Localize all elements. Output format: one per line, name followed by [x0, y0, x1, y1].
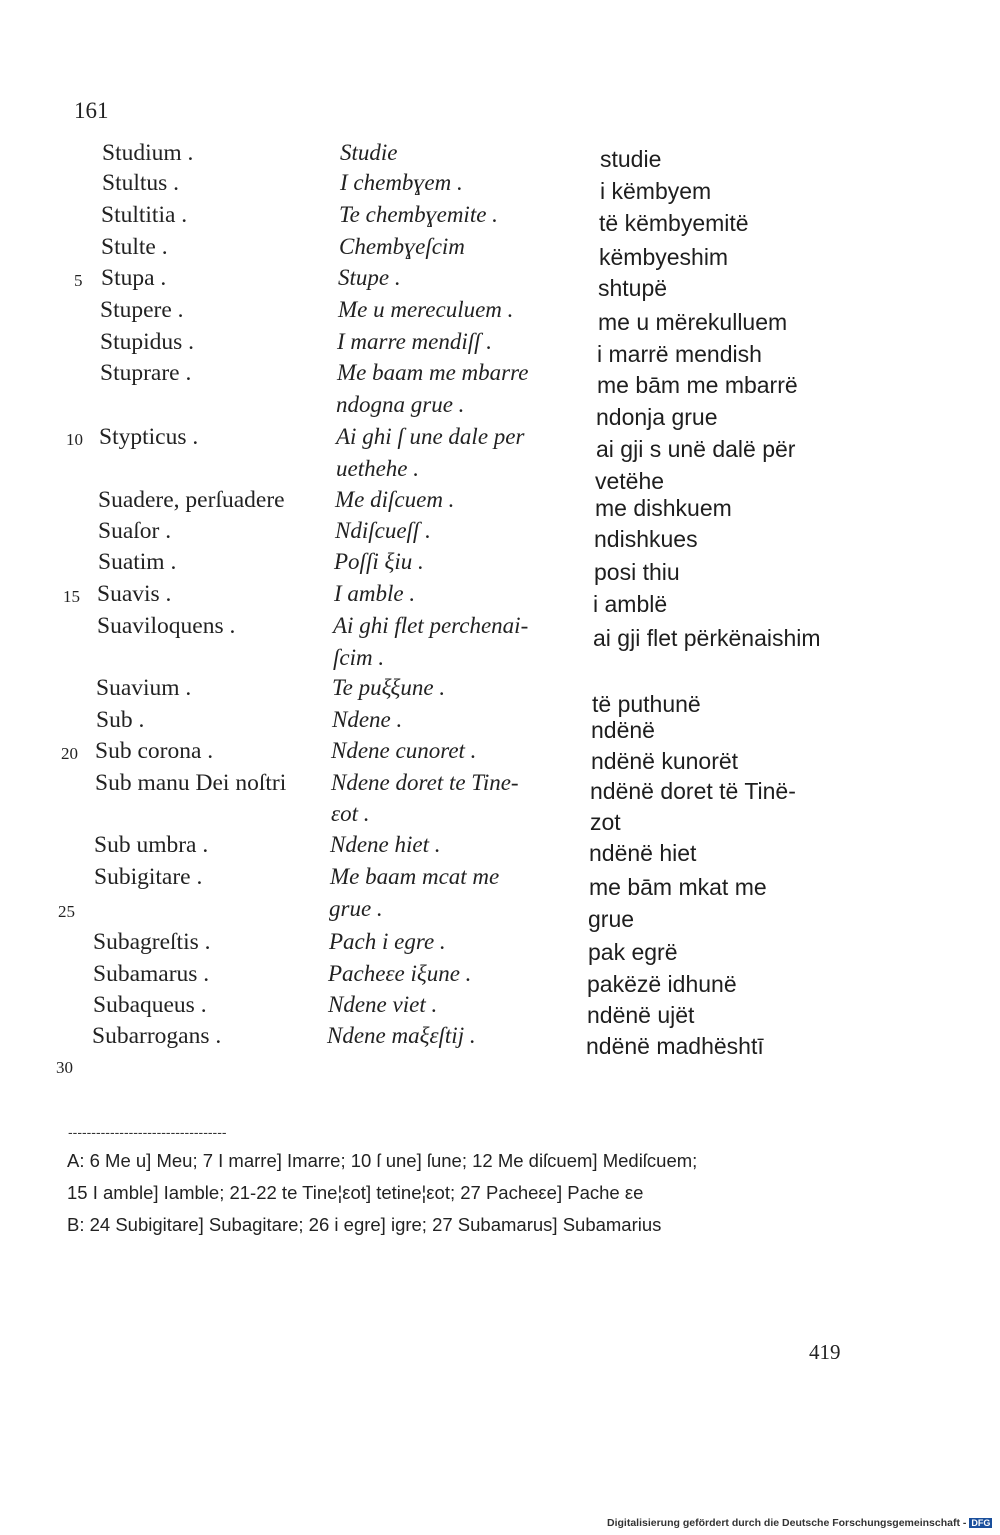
latin-headword: Stultus . — [102, 170, 180, 196]
entry-row — [0, 1052, 1000, 1084]
italic-translation: Ndene hiet . — [330, 832, 441, 857]
albanian-transcription: pak egrë — [588, 939, 678, 965]
albanian-transcription: ndënë kunorët — [591, 748, 739, 774]
latin-headword: Studium . — [102, 140, 194, 166]
latin-headword: Sub umbra . — [94, 832, 209, 858]
dfg-notice — [607, 1517, 992, 1529]
italic-translation: Ndiſcueſſ . — [335, 518, 431, 543]
latin-headword: Suavium . — [96, 675, 192, 701]
albanian-transcription: ai gji flet përkënaishim — [593, 625, 821, 651]
entry-row — [0, 832, 1000, 864]
albanian-transcription: me u mërekulluem — [598, 309, 788, 335]
entry-row — [0, 297, 1000, 335]
dfg-logo: DFG — [971, 1518, 991, 1529]
latin-headword: Stupa . — [101, 265, 167, 291]
folio-number: 419 — [809, 1340, 841, 1364]
footnote-a-line-2: 15 I amble] Iamble; 21-22 te Tine¦εot] tetine¦εot; 27 Pacheεe] Pache εe — [67, 1182, 644, 1203]
line-number: 15 — [63, 587, 80, 606]
entry-row — [0, 265, 1000, 301]
entry-row — [0, 707, 1000, 743]
latin-headword: Sub . — [96, 707, 145, 733]
footnote-separator: ---------------------------------- — [68, 1124, 227, 1140]
italic-translation: Ndene doret te Tine- — [331, 770, 519, 795]
albanian-transcription: me bām mkat me — [589, 874, 767, 900]
latin-headword: Suadere, perſuadere — [98, 487, 285, 513]
italic-translation: Me u mereculuem . — [338, 297, 514, 322]
entry-row — [0, 202, 1000, 234]
latin-headword: Subaqueus . — [93, 992, 207, 1018]
italic-translation: I chembɣem . — [340, 170, 463, 195]
latin-headword: Stypticus . — [99, 424, 199, 450]
latin-headword: Suaviloquens . — [97, 613, 236, 639]
latin-headword: Stupere . — [100, 297, 184, 323]
albanian-transcription: të puthunë — [592, 691, 701, 717]
latin-headword: Subigitare . — [94, 864, 203, 890]
italic-translation: Ai ghi ſ une dale per — [336, 424, 525, 449]
albanian-transcription: i marrë mendish — [597, 341, 762, 367]
italic-translation: ſcim . — [333, 645, 385, 670]
entry-row — [0, 329, 1000, 367]
albanian-transcription: me dishkuem — [595, 495, 732, 521]
albanian-transcription: grue — [588, 906, 635, 932]
line-number: 20 — [61, 744, 78, 763]
latin-headword: Subamarus . — [93, 961, 210, 987]
entry-row — [0, 360, 1000, 398]
entry-row — [0, 487, 1000, 519]
entry-row — [0, 392, 1000, 430]
line-number: 10 — [66, 430, 83, 449]
italic-translation: Pach i egre . — [329, 929, 446, 954]
latin-headword: Sub corona . — [95, 738, 214, 764]
albanian-transcription: zot — [590, 809, 621, 835]
italic-translation: Stupe . — [338, 265, 401, 290]
latin-headword: Stultitia . — [101, 202, 188, 228]
entry-row — [0, 961, 1000, 997]
albanian-transcription: me bām me mbarrë — [597, 372, 798, 398]
entry-row — [0, 456, 1000, 494]
albanian-transcription: shtupë — [598, 275, 668, 301]
albanian-transcription: ndënë — [591, 717, 655, 743]
entry-row — [0, 770, 1000, 802]
italic-translation: Te chembɣemite . — [339, 202, 498, 227]
albanian-transcription: pakëzë idhunë — [587, 971, 737, 997]
entry-row — [0, 170, 1000, 202]
italic-translation: εot . — [331, 801, 370, 826]
italic-translation: Ndene viet . — [328, 992, 438, 1017]
italic-translation: I marre mendiſſ . — [337, 329, 493, 354]
entry-row — [0, 613, 1000, 651]
italic-translation: uethehe . — [336, 456, 420, 481]
albanian-transcription: studie — [600, 146, 662, 172]
italic-translation: Pacheεe iξune . — [328, 961, 472, 986]
latin-headword: Stupidus . — [100, 329, 195, 355]
latin-headword: Subagreſtis . — [93, 929, 211, 955]
italic-translation: ndogna grue . — [336, 392, 465, 417]
albanian-transcription: i këmbyem — [600, 178, 712, 204]
entry-row — [0, 1023, 1000, 1059]
entry-row — [0, 992, 1000, 1028]
latin-headword: Suaſor . — [98, 518, 172, 544]
entry-row — [0, 424, 1000, 462]
entry-row — [0, 929, 1000, 965]
entry-row — [0, 738, 1000, 774]
entry-row — [0, 234, 1000, 270]
albanian-transcription: ndënë doret të Tinë- — [590, 778, 796, 804]
entry-row — [0, 896, 1000, 932]
latin-headword: Stulte . — [101, 234, 168, 260]
italic-translation: Me diſcuem . — [335, 487, 455, 512]
line-number: 30 — [56, 1058, 73, 1077]
albanian-transcription: të këmbyemitë — [599, 210, 749, 236]
latin-headword: Sub manu Dei noſtri — [95, 770, 287, 796]
albanian-transcription: ndënë hiet — [589, 840, 697, 866]
page-number: 161 — [74, 98, 109, 123]
albanian-transcription: posi thiu — [594, 559, 680, 585]
italic-translation: Ai ghi flet perchenai- — [333, 613, 529, 638]
latin-headword: Suavis . — [97, 581, 172, 607]
italic-translation: Me baam mcat me — [330, 864, 500, 889]
latin-headword: Suatim . — [98, 549, 177, 575]
dfg-notice-text: Digitalisierung gefördert durch die Deutsche Forschungsgemeinschaft - — [607, 1517, 967, 1529]
footnote-b: B: 24 Subigitare] Subagitare; 26 i egre] igre; 27 Subamarus] Subamarius — [67, 1214, 662, 1235]
footnote-a-line-1: A: 6 Me u] Meu; 7 I marre] Imarre; 10 ſ une] ſune; 12 Me diſcuem] Mediſcuem; — [67, 1150, 698, 1171]
italic-translation: Te puξξune . — [332, 675, 446, 700]
entry-row — [0, 864, 1000, 900]
latin-headword: Stuprare . — [100, 360, 192, 386]
entry-row — [0, 549, 1000, 585]
albanian-transcription: vetëhe — [595, 468, 665, 494]
italic-translation: Me baam me mbarre — [337, 360, 529, 385]
entry-row — [0, 518, 1000, 550]
italic-translation: Ndene maξεſtij . — [327, 1023, 476, 1048]
albanian-transcription: ndënë ujët — [587, 1002, 695, 1028]
italic-translation: grue . — [329, 896, 383, 921]
italic-translation: I amble . — [334, 581, 416, 606]
entry-row — [0, 675, 1000, 717]
albanian-transcription: këmbyeshim — [599, 244, 729, 270]
italic-translation: Ndene cunoret . — [331, 738, 477, 763]
albanian-transcription: ai gji s unë dalë për — [596, 436, 796, 462]
italic-translation: Poſſi ξiu . — [334, 549, 424, 574]
italic-translation: Chembɣeſcim — [339, 234, 465, 259]
italic-translation: Ndene . — [332, 707, 403, 732]
entry-row — [0, 581, 1000, 617]
albanian-transcription: ndishkues — [594, 526, 698, 552]
entry-row — [0, 801, 1000, 833]
albanian-transcription: ndënë madhështī — [586, 1033, 764, 1059]
albanian-transcription: i amblë — [593, 591, 668, 617]
latin-headword: Subarrogans . — [92, 1023, 222, 1049]
line-number: 25 — [58, 902, 75, 921]
line-number: 5 — [74, 271, 83, 290]
italic-translation: Studie — [340, 140, 398, 165]
entry-row — [0, 645, 1000, 677]
albanian-transcription: ndonja grue — [596, 404, 718, 430]
entry-row — [0, 140, 1000, 172]
